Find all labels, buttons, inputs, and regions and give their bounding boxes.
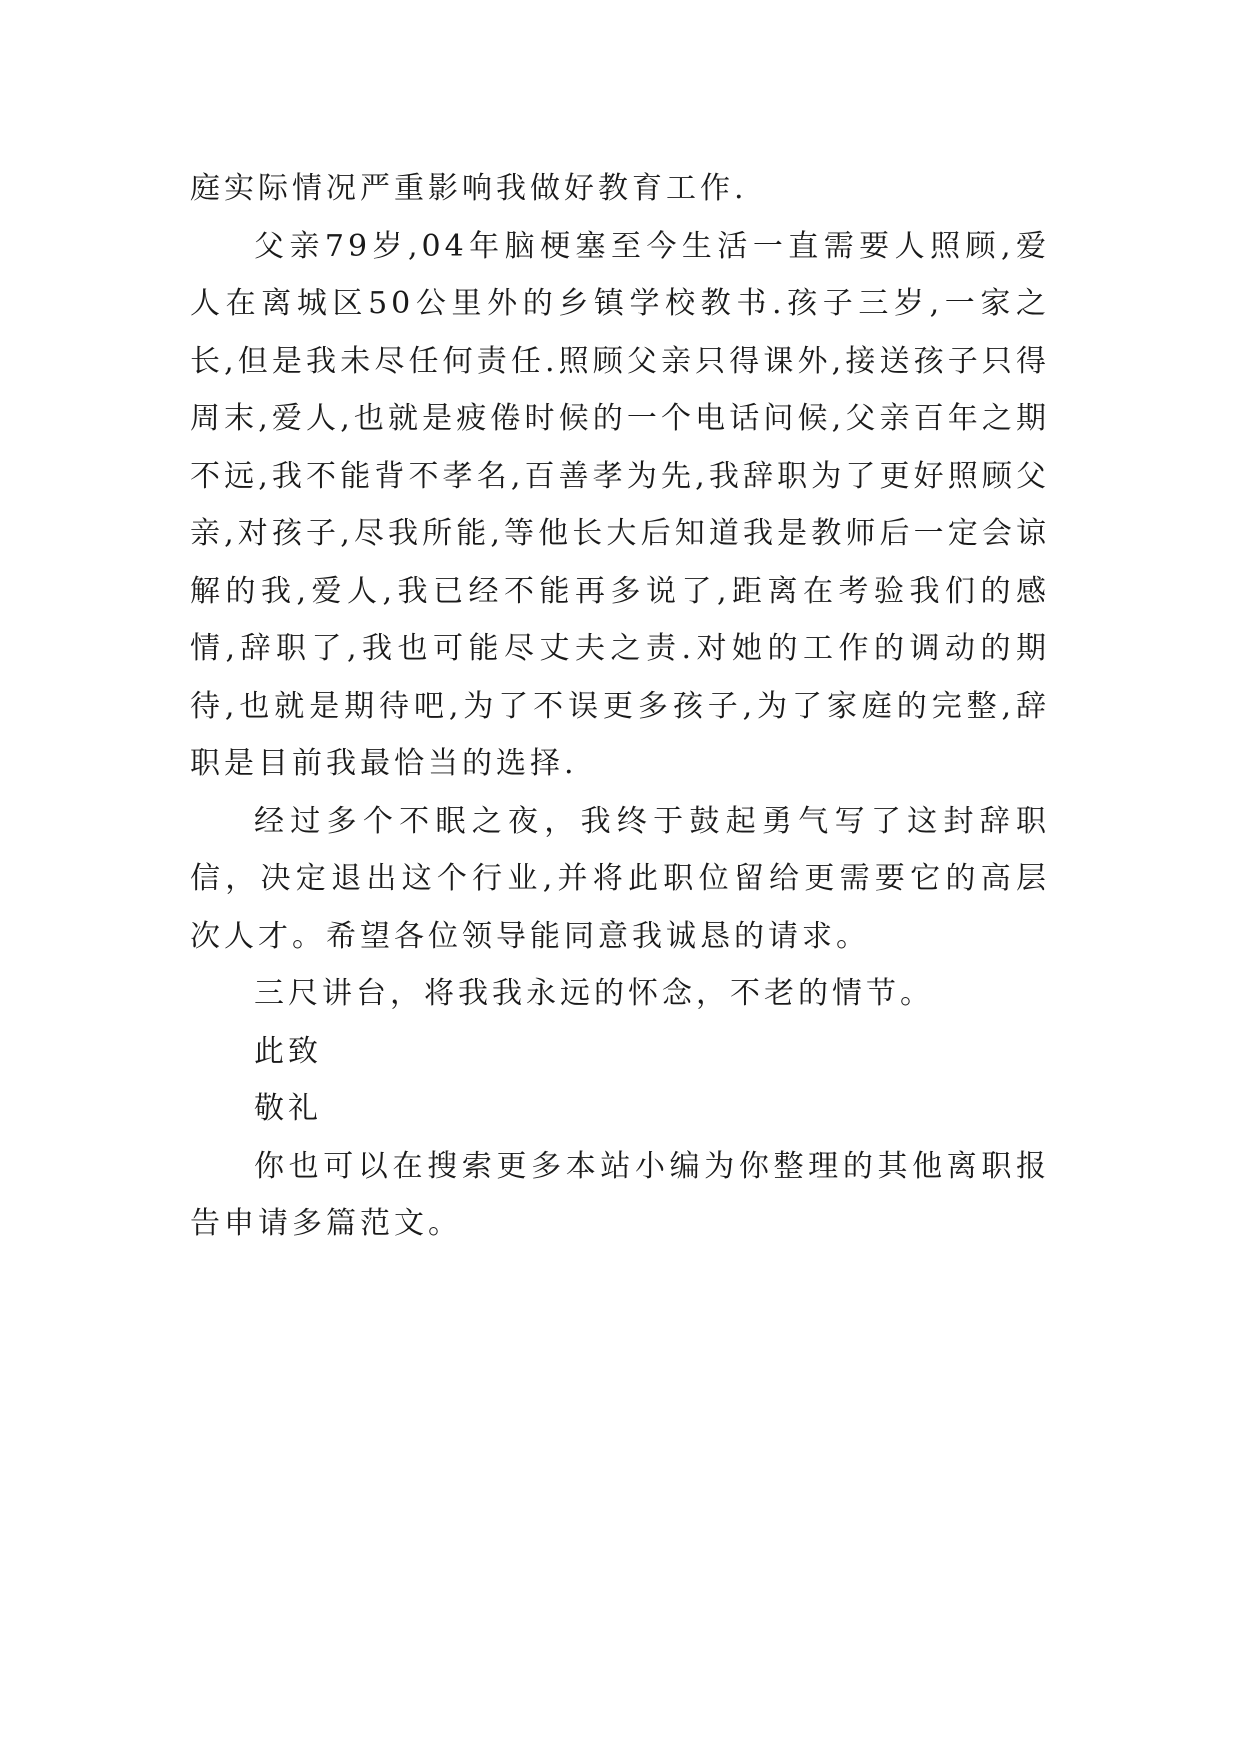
closing-salutation: 此致 bbox=[254, 1033, 322, 1069]
paragraph-continuation: 庭实际情况严重影响我做好教育工作. bbox=[190, 171, 748, 206]
closing-regards: 敬礼 bbox=[254, 1091, 322, 1126]
paragraph-resignation-decision: 经过多个不眠之夜，我终于鼓起勇气写了这封辞职信，决定退出这个行业,并将此职位留给更需要它的高层次人才。希望各位领导能同意我诚恳的请求。 bbox=[190, 803, 1050, 954]
paragraph-footer-note: 你也可以在搜索更多本站小编为你整理的其他离职报告申请多篇范文。 bbox=[190, 1148, 1050, 1241]
paragraph-farewell: 三尺讲台，将我我永远的怀念，不老的情节。 bbox=[254, 976, 934, 1011]
document-body bbox=[190, 160, 1050, 1253]
paragraph-family-situation: 父亲79岁,04年脑梗塞至今生活一直需要人照顾,爱人在离城区50公里外的乡镇学校教书.孩子三岁,一家之长,但是我未尽任何责任.照顾父亲只得课外,接送孩子只得周末,爱人,也就是疲倦时候的一个电话问候,父亲百年之期不远,我不能背不孝名,百善孝为先,我辞职为了更好照顾父亲,对孩子,尽我所能,等他长大后知道我是教师后一定会谅解的我,爱人,我已经不能再多说了,距离在考验我们的感情,辞职了,我也可能尽丈夫之责.对她的工作的调动的期待,也就是期待吧,为了不误更多孩子,为了家庭的完整,辞职是目前我最恰当的选择. bbox=[190, 228, 1050, 781]
